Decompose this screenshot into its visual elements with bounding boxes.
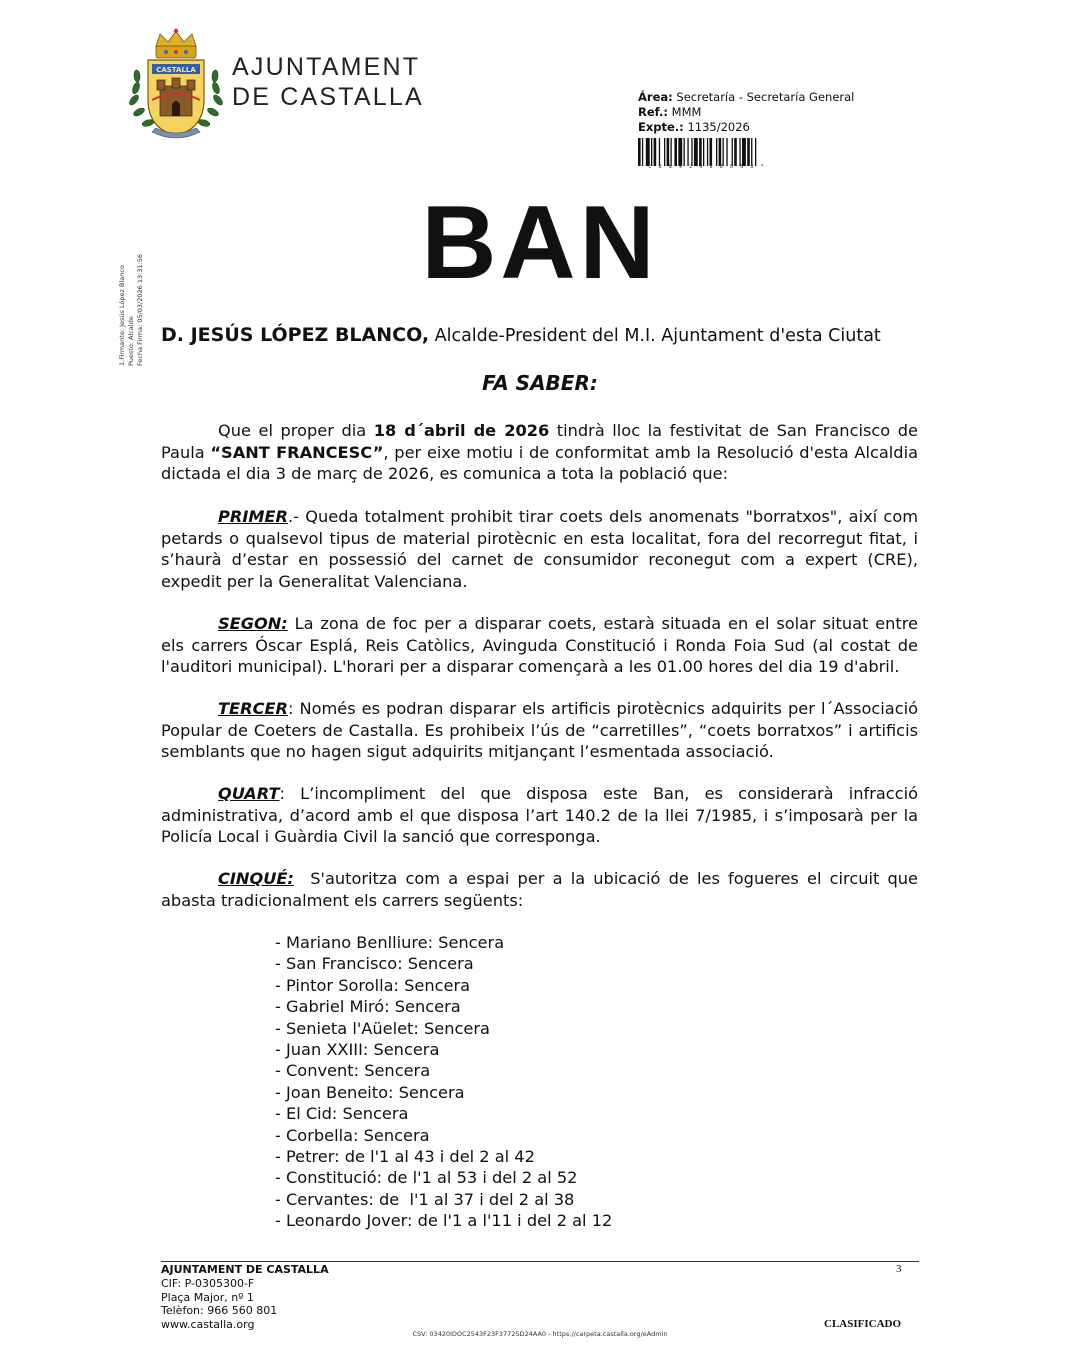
list-item: - Corbella: Sencera [275,1125,430,1145]
organization-name-line2: DE CASTALLA [232,83,424,111]
barcode-bar [747,138,750,166]
barcode-bar [674,138,677,166]
list-item: - Mariano Benlliure: Sencera [275,933,505,952]
intro-paragraph [161,420,918,485]
section-text: S'autoritza com a espai per a la ubicació de les fogueres el circuit que abasta tradicionalment els carrers següents: [161,869,919,910]
organization-name-line1: AJUNTAMENT [232,53,421,81]
barcode-bar [742,138,746,166]
footer-phone: Telèfon: 966 560 801 [161,1304,278,1318]
barcode-bar [646,138,650,166]
list-item: - Pintor Sorolla: Sencera [275,975,471,995]
barcode-bar [651,138,652,166]
section-quart [161,783,918,848]
page-number: 3 [896,1263,902,1275]
section-label: PRIMER [218,507,288,526]
section-text: Només es podran disparar els artificis pirotècnics adquirits per l´Associació Popular de Coeters de Castalla. Es prohibeix l’ús de “carretilles”, “coets borratxos” i artificis semblants que no hagen sigut adquirits mitjançant l’esmentada associació. [161,699,918,761]
section-text: L’incompliment del que disposa este Ban, es considerarà infracció administrativa, d’acord amb el que disposa l’art 140.2 de la llei 7/1985, i s’imposarà per la Policía Local i Guàrdia Civil la sanció que corresponga. [161,784,919,846]
list-item: - El Cid: Sencera [275,1104,409,1124]
list-item: - Constitució: de l'1 al 53 i del 2 al 52 [275,1168,578,1188]
intro-text-3: , per eixe motiu i de conformitat amb la Resolució d'esta Alcaldia dictada el dia 3 de març de 2026, es comunica a tota la població que: [161,442,919,483]
barcode-bar [687,138,688,166]
organization-name [232,52,424,112]
footer-contact [161,1277,277,1331]
barcode-bar [684,138,685,166]
barcode-bar [659,138,660,166]
document-title: BAN [421,185,659,301]
barcode-bar [751,138,752,166]
barcode-bar [707,138,708,166]
footer-address: Plaça Major, nº 1 [161,1290,254,1304]
section-sep: : [279,784,301,803]
barcode-bar [716,138,717,166]
barcode-bar [726,138,727,166]
intro-date: 18 d´abril de 2026 [373,421,550,440]
section-label: TERCER [218,699,288,718]
area-value: Secretaría - Secretaría General [676,90,855,104]
reference-block [638,90,854,135]
barcode-bar [734,138,737,166]
barcode-bar [664,138,665,166]
barcode-bar [732,138,733,166]
barcode-bar [755,138,756,166]
expte-label: Expte.: [638,120,684,134]
barcode-bar [638,138,641,166]
list-item: - Petrer: de l'1 al 43 i del 2 al 42 [275,1147,535,1167]
section-sep [288,614,295,633]
ref-value: MMM [671,105,702,119]
barcode-bar [703,138,704,166]
section-label: SEGON: [218,614,288,633]
csv-verification-line: CSV: 03420IDOC2543F23F37725D24AA0 - https://carpeta.castalla.org/eAdmin [412,1330,668,1338]
footer-cif: CIF: P-0305300-F [161,1277,255,1290]
list-item: - Cervantes: de l'1 al 37 i del 2 al 38 [275,1189,575,1209]
barcode-bar [642,138,643,166]
list-item: - San Francisco: Sencera [275,954,474,974]
section-tercer [161,698,918,763]
barcode-caption: * C B N 9 2 0 8 8 8 6 8 * [638,164,766,170]
section-text: La zona de foc per a disparar coets, estarà situada en el solar situat entre els carrers Óscar Esplá, Reis Catòlics, Avinguda Constitució i Ronda Foia Sud (al costat de l'auditori municipal). L'horari per a disparar començarà a les 01.00 hores del dia 19 d'abril. [161,614,918,676]
signature-date: Fecha Firma: 05/03/2026 13:31:56 [136,253,144,366]
mayor-name: D. JESÚS LÓPEZ BLANCO, [161,324,430,346]
section-sep: : [287,699,300,718]
list-item: - Senieta l'Aüelet: Sencera [275,1018,490,1038]
section-sep: .- [287,507,306,526]
barcode-bar [691,138,692,166]
barcode-bar [710,138,713,166]
footer-website-link[interactable]: www.castalla.org [161,1317,255,1331]
section-segon [161,613,918,678]
crest-banner-text: CASTALLA [156,66,196,74]
barcode-image [638,138,806,166]
list-item: - Leonardo Jover: de l'1 a l'11 i del 2 al 12 [275,1211,613,1231]
ref-label: Ref.: [638,105,668,119]
coat-of-arms-logo [122,28,230,143]
classification-label: CLASIFICADO [824,1318,902,1330]
list-item: - Gabriel Miró: Sencera [275,997,461,1017]
list-item: - Joan Beneito: Sencera [275,1082,465,1102]
mayor-line [161,322,881,349]
streets-list [275,932,612,1232]
intro-text-1: Que el proper dia [218,421,374,440]
list-item: - Juan XXIII: Sencera [275,1040,440,1060]
mayor-role: Alcalde-President del M.I. Ajuntament d'esta Ciutat [429,326,881,346]
area-label: Área: [638,90,673,104]
section-text: Queda totalment prohibit tirar coets dels anomenats "borratxos", així com petards o qualsevol tipus de material pirotècnic en esta localitat, fora del recorregut fitat, i s’haurà d’estar en possessió del carnet de consumidor reconegut com a expert (CRE), expedit per la Generalitat Valenciana. [161,507,918,591]
barcode-bar [694,138,698,166]
barcode-bar [667,138,670,166]
announcement-heading: FA SABER: [482,371,598,395]
barcode-bar [719,138,722,166]
section-label: CINQUÉ: [218,869,294,888]
barcode-bar [654,138,657,166]
section-primer [161,506,918,592]
intro-text-2: tindrà lloc la festivitat de San Francisco de Paula [161,421,918,462]
section-cinque [161,868,918,911]
barcode-bar [678,138,682,166]
section-sep [294,869,310,888]
barcode-bar [699,138,702,166]
barcode-bar [723,138,724,166]
expte-value: 1135/2026 [687,120,750,134]
section-label: QUART [218,784,280,803]
list-item: - Convent: Sencera [275,1061,431,1081]
intro-festival: “SANT FRANCESC” [210,442,384,462]
footer-org-name: AJUNTAMENT DE CASTALLA [161,1263,329,1276]
signature-signer: 1.Firmante: Jesús López Blanco [118,265,126,366]
barcode-bar [739,138,740,166]
barcode-bar [671,138,672,166]
signature-position: Puesto: Alcalde [127,316,135,366]
footer-divider [161,1261,919,1262]
